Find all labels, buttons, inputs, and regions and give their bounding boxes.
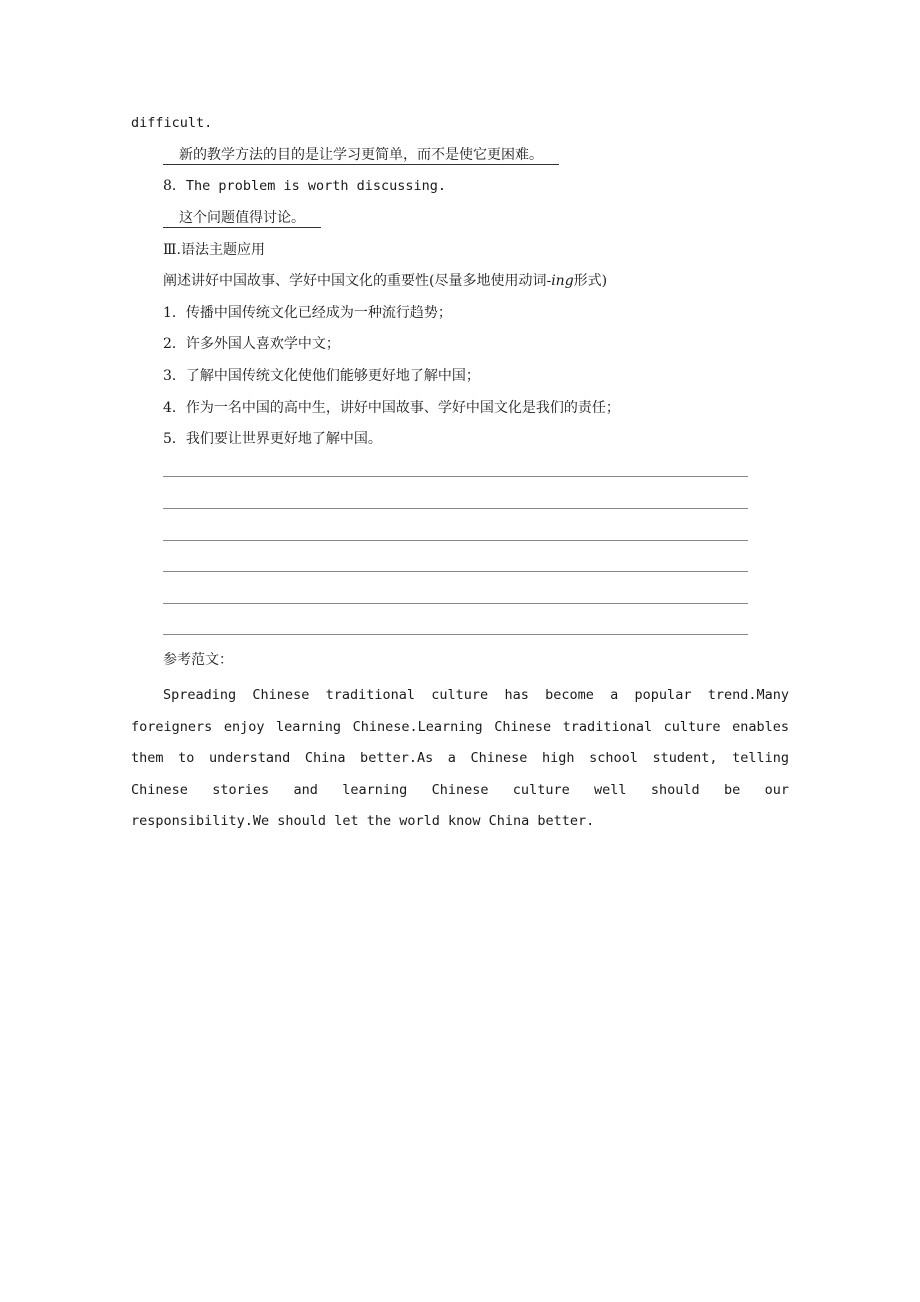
writing-line[interactable] bbox=[163, 634, 748, 635]
point-1: 1．传播中国传统文化已经成为一种流行趋势； bbox=[163, 305, 452, 321]
writing-line[interactable] bbox=[163, 603, 748, 604]
point-2: 2．许多外国人喜欢学中文； bbox=[163, 336, 340, 352]
fragment-text: difficult. bbox=[131, 115, 213, 131]
writing-line[interactable] bbox=[163, 476, 748, 477]
answer-8-text: 这个问题值得讨论。 bbox=[163, 210, 321, 228]
point-5: 5．我们要让世界更好地了解中国。 bbox=[163, 431, 382, 447]
section-heading: Ⅲ.语法主题应用 bbox=[163, 242, 265, 258]
question-8-number: 8． bbox=[163, 178, 186, 194]
answer-7-text: 新的教学方法的目的是让学习更简单，而不是使它更困难。 bbox=[163, 147, 559, 165]
question-8 bbox=[163, 176, 446, 196]
reference-label: 参考范文： bbox=[163, 652, 233, 668]
instruction-em: ing bbox=[551, 273, 574, 289]
section-instruction bbox=[163, 271, 607, 291]
answer-7 bbox=[163, 145, 559, 165]
answer-8 bbox=[163, 208, 321, 228]
reference-essay: Spreading Chinese traditional culture has become a popular trend.Many foreigners enjoy learning Chinese.Learning Chinese traditional culture enables them to understand China better.As a Chinese high school student, telling Chinese stories and learning Chinese culture well should be our responsibility.We should let the world know China better. bbox=[131, 687, 789, 830]
point-4: 4．作为一名中国的高中生，讲好中国故事、学好中国文化是我们的责任； bbox=[163, 400, 620, 416]
writing-line[interactable] bbox=[163, 508, 748, 509]
instruction-pre: 阐述讲好中国故事、学好中国文化的重要性(尽量多地使用动词- bbox=[163, 273, 552, 289]
instruction-post: 形式) bbox=[573, 273, 608, 289]
writing-line[interactable] bbox=[163, 571, 748, 572]
point-3: 3．了解中国传统文化使他们能够更好地了解中国； bbox=[163, 368, 480, 384]
question-8-text: The problem is worth discussing. bbox=[185, 178, 447, 194]
writing-line[interactable] bbox=[163, 540, 748, 541]
